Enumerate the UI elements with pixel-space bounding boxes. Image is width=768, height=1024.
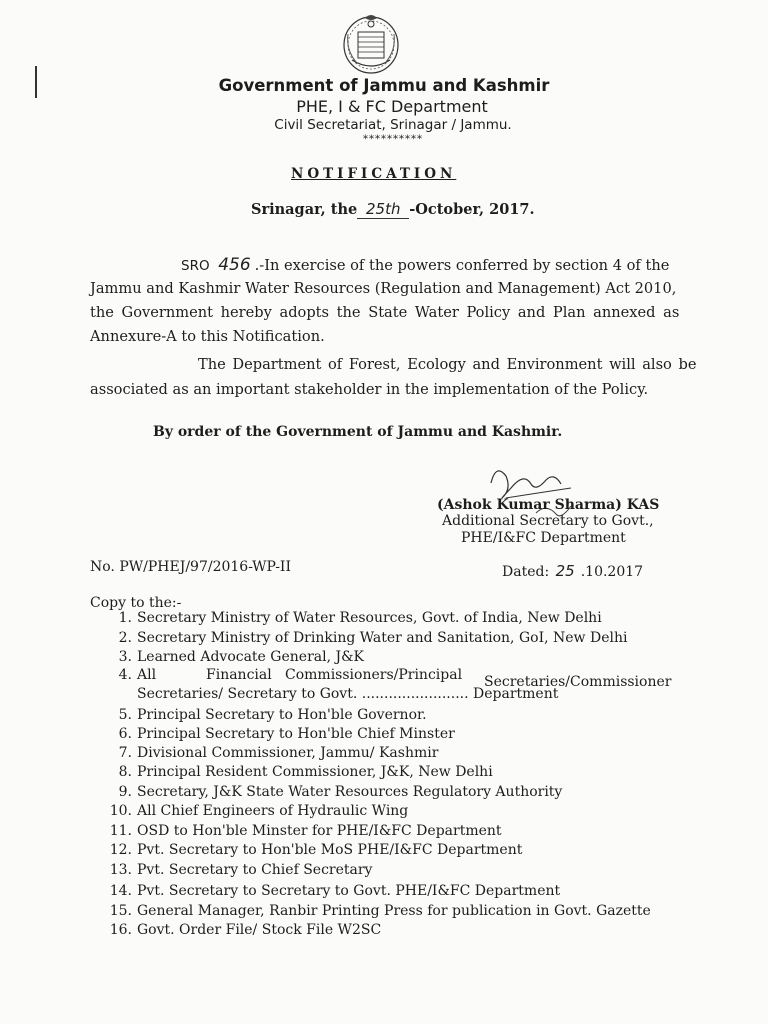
list-text: Principal Secretary to Hon'ble Governor. xyxy=(137,707,427,723)
copy-heading: Copy to the:- xyxy=(90,595,182,611)
signatory-name: (Ashok Kumar Sharma) KAS xyxy=(437,497,660,513)
paragraph-2-line-2: associated as an important stakeholder in the implementation of the Policy. xyxy=(90,381,649,398)
dated-label: Dated: xyxy=(502,564,550,580)
copy-item-4-line-1 xyxy=(102,667,137,683)
copy-list-item xyxy=(102,803,408,819)
paragraph-1-text: .-In exercise of the powers conferred by section 4 of the xyxy=(254,257,670,274)
copy-list-item xyxy=(102,745,438,761)
paragraph-1-line-1 xyxy=(181,255,669,275)
signatory-department: PHE/I&FC Department xyxy=(461,530,626,546)
state-emblem-icon xyxy=(338,10,404,76)
list-text: Principal Resident Commissioner, J&K, New Delhi xyxy=(137,764,493,780)
copy-list-item xyxy=(102,764,493,780)
sro-number: 456 xyxy=(218,255,251,275)
list-text: OSD to Hon'ble Minster for PHE/I&FC Department xyxy=(137,823,502,839)
list-number: 6. xyxy=(118,726,132,742)
list-number: 1. xyxy=(118,610,132,626)
list-text: Learned Advocate General, J&K xyxy=(137,649,365,665)
notification-date xyxy=(251,200,535,219)
list-number: 5. xyxy=(118,707,132,723)
copy-list-item xyxy=(102,862,372,878)
list-number: 13. xyxy=(109,862,132,878)
copy-list-item xyxy=(102,707,427,723)
reference-number: No. PW/PHEJ/97/2016-WP-II xyxy=(90,559,291,575)
copy-item-4-word-financial: Financial xyxy=(206,667,272,683)
paragraph-2-line-1: The Department of Forest, Ecology and Environment will also be xyxy=(198,356,697,373)
copy-item-4-word-commissioners: Commissioners/Principal xyxy=(285,667,463,683)
paragraph-1-line-3: the Government hereby adopts the State Water Policy and Plan annexed as xyxy=(90,304,680,321)
date-prefix: Srinagar, the xyxy=(251,201,358,218)
list-text: General Manager, Ranbir Printing Press for publication in Govt. Gazette xyxy=(137,903,651,919)
copy-list-item xyxy=(102,903,651,919)
copy-list-item xyxy=(102,823,502,839)
copy-list-item xyxy=(102,922,381,938)
date-suffix: -October, 2017. xyxy=(409,201,535,218)
list-text: Divisional Commissioner, Jammu/ Kashmir xyxy=(137,745,439,761)
list-text: Govt. Order File/ Stock File W2SC xyxy=(137,922,382,938)
reference-date xyxy=(502,562,643,580)
paragraph-1-line-2: Jammu and Kashmir Water Resources (Regulation and Management) Act 2010, xyxy=(90,280,677,297)
copy-list-item xyxy=(102,630,627,646)
list-text: Pvt. Secretary to Hon'ble MoS PHE/I&FC Department xyxy=(137,842,523,858)
government-title: Government of Jammu and Kashmir xyxy=(218,76,550,95)
list-number: 11. xyxy=(109,823,132,839)
list-number: 10. xyxy=(109,803,132,819)
list-number: 2. xyxy=(118,630,132,646)
address-line: Civil Secretariat, Srinagar / Jammu. xyxy=(274,117,512,133)
date-handwritten: 25th xyxy=(357,200,409,219)
department-name: PHE, I & FC Department xyxy=(296,97,488,116)
list-number: 14. xyxy=(109,883,132,899)
dated-suffix: .10.2017 xyxy=(580,564,644,580)
copy-item-4-word-secretaries: Secretaries/Commissioner xyxy=(484,674,672,690)
paragraph-1-line-4: Annexure-A to this Notification. xyxy=(90,328,325,345)
list-number: 9. xyxy=(118,784,132,800)
copy-list-item xyxy=(102,610,602,626)
signatory-designation: Additional Secretary to Govt., xyxy=(442,513,654,529)
list-number: 15. xyxy=(109,903,132,919)
list-number: 16. xyxy=(109,922,132,938)
list-text: Pvt. Secretary to Chief Secretary xyxy=(137,862,373,878)
list-text: Secretary, J&K State Water Resources Regulatory Authority xyxy=(137,784,563,800)
list-number: 4. xyxy=(118,667,132,683)
list-number: 8. xyxy=(118,764,132,780)
copy-item-4-line-2: Secretaries/ Secretary to Govt. ........................ Department xyxy=(137,686,559,702)
list-text: Pvt. Secretary to Secretary to Govt. PHE/I&FC Department xyxy=(137,883,561,899)
sro-label: SRO xyxy=(181,258,210,274)
list-text: Secretary Ministry of Water Resources, Govt. of India, New Delhi xyxy=(137,610,602,626)
header-stars: ********** xyxy=(363,134,423,145)
copy-list-item xyxy=(102,883,560,899)
list-number: 12. xyxy=(109,842,132,858)
copy-list-item xyxy=(102,649,364,665)
list-text: Principal Secretary to Hon'ble Chief Minster xyxy=(137,726,455,742)
dated-handwritten: 25 xyxy=(555,562,575,580)
by-order-line: By order of the Government of Jammu and Kashmir. xyxy=(153,424,563,440)
list-text: All Chief Engineers of Hydraulic Wing xyxy=(137,803,409,819)
copy-item-4-word-all: All xyxy=(137,667,157,683)
notification-title: NOTIFICATION xyxy=(291,166,457,182)
list-number: 3. xyxy=(118,649,132,665)
copy-list-item xyxy=(102,842,522,858)
copy-list-item xyxy=(102,726,455,742)
copy-list-item xyxy=(102,784,562,800)
list-text: Secretary Ministry of Drinking Water and Sanitation, GoI, New Delhi xyxy=(137,630,628,646)
list-number: 7. xyxy=(118,745,132,761)
